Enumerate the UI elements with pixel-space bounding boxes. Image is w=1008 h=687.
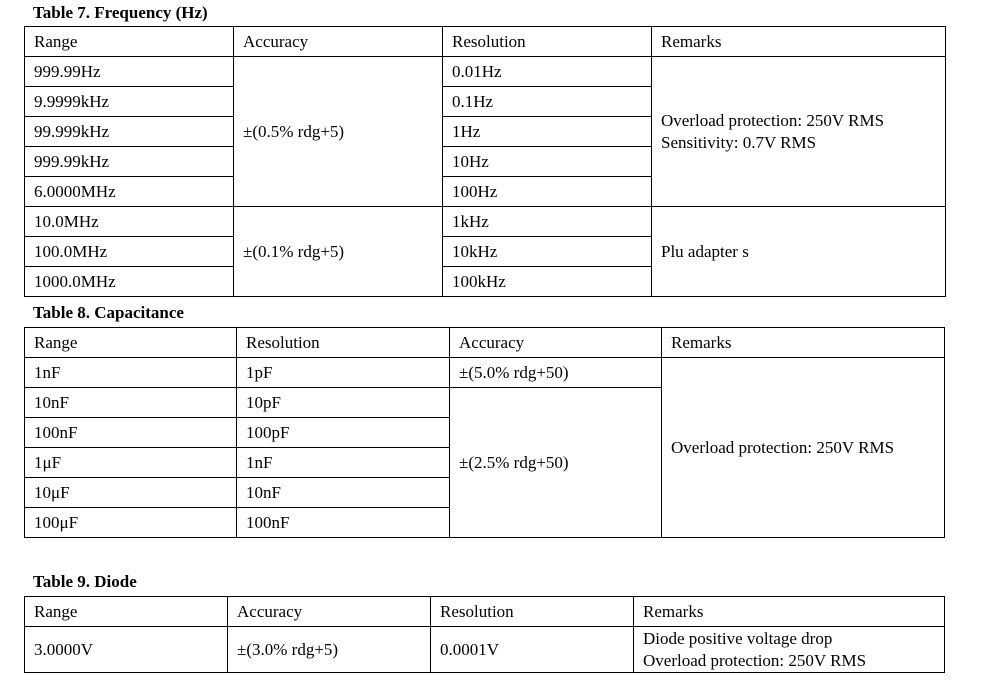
resolution-cell: 0.01Hz [443, 57, 652, 87]
range-cell: 6.0000MHz [25, 177, 234, 207]
table-row [25, 57, 946, 87]
table9-caption: Table 9. Diode [33, 572, 137, 591]
range-cell: 9.9999kHz [25, 87, 234, 117]
header-range: Range [25, 27, 234, 57]
resolution-cell: 1Hz [443, 117, 652, 147]
header-range: Range [25, 328, 237, 358]
remarks-cell [634, 627, 945, 673]
header-accuracy: Accuracy [234, 27, 443, 57]
header-accuracy: Accuracy [228, 597, 431, 627]
resolution-cell: 1kHz [443, 207, 652, 237]
resolution-cell: 100kHz [443, 267, 652, 297]
table-row [25, 207, 946, 237]
range-cell: 999.99Hz [25, 57, 234, 87]
resolution-cell: 100nF [237, 508, 450, 538]
header-range: Range [25, 597, 228, 627]
resolution-cell: 1pF [237, 358, 450, 388]
range-cell: 100μF [25, 508, 237, 538]
resolution-cell: 10pF [237, 388, 450, 418]
accuracy-cell: ±(5.0% rdg+50) [450, 358, 662, 388]
table-header-row [25, 597, 945, 627]
range-cell: 1000.0MHz [25, 267, 234, 297]
header-resolution: Resolution [237, 328, 450, 358]
remarks-line: Overload protection: 250V RMS [661, 110, 885, 130]
table-row [25, 358, 945, 388]
resolution-cell: 0.0001V [431, 627, 634, 673]
range-cell: 100.0MHz [25, 237, 234, 267]
accuracy-cell: ±(2.5% rdg+50) [450, 388, 662, 538]
table-header-row [25, 27, 946, 57]
header-resolution: Resolution [431, 597, 634, 627]
resolution-cell: 10kHz [443, 237, 652, 267]
remarks-line: Overload protection: 250V RMS [643, 650, 867, 670]
remarks-cell [652, 57, 946, 207]
resolution-cell: 100Hz [443, 177, 652, 207]
remarks-line: Diode positive voltage drop [643, 628, 833, 648]
range-cell: 1nF [25, 358, 237, 388]
remarks-line: Sensitivity: 0.7V RMS [661, 132, 817, 152]
table-row [25, 627, 945, 673]
header-remarks: Remarks [652, 27, 946, 57]
resolution-cell: 100pF [237, 418, 450, 448]
resolution-cell: 10nF [237, 478, 450, 508]
range-cell: 10.0MHz [25, 207, 234, 237]
range-cell: 100nF [25, 418, 237, 448]
diode-table [24, 596, 945, 673]
remarks-cell: Overload protection: 250V RMS [662, 358, 945, 538]
resolution-cell: 1nF [237, 448, 450, 478]
header-remarks: Remarks [662, 328, 945, 358]
table8-caption: Table 8. Capacitance [33, 303, 184, 322]
header-resolution: Resolution [443, 27, 652, 57]
capacitance-table [24, 327, 945, 538]
remarks-cell: Plu adapter s [652, 207, 946, 297]
accuracy-cell: ±(0.1% rdg+5) [234, 207, 443, 297]
range-cell: 999.99kHz [25, 147, 234, 177]
range-cell: 3.0000V [25, 627, 228, 673]
resolution-cell: 10Hz [443, 147, 652, 177]
range-cell: 10μF [25, 478, 237, 508]
accuracy-cell: ±(3.0% rdg+5) [228, 627, 431, 673]
table7-caption: Table 7. Frequency (Hz) [33, 3, 208, 22]
frequency-table [24, 26, 946, 297]
header-remarks: Remarks [634, 597, 945, 627]
range-cell: 1μF [25, 448, 237, 478]
table-header-row [25, 328, 945, 358]
range-cell: 99.999kHz [25, 117, 234, 147]
header-accuracy: Accuracy [450, 328, 662, 358]
range-cell: 10nF [25, 388, 237, 418]
accuracy-cell: ±(0.5% rdg+5) [234, 57, 443, 207]
resolution-cell: 0.1Hz [443, 87, 652, 117]
